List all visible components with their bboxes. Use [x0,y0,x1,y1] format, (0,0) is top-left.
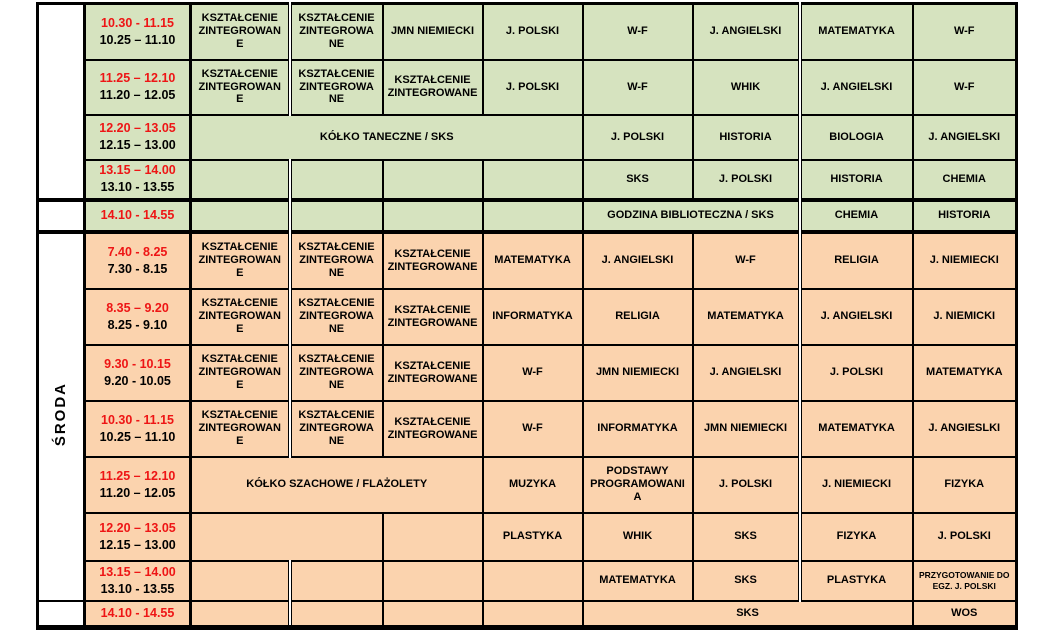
time-primary: 12.20 – 13.05 [99,520,176,535]
time-secondary: 11.20 – 12.05 [99,88,176,102]
lesson-cell: J. ANGIELSKI [693,345,800,401]
empty-cell [383,160,483,200]
lesson-cell: MATEMATYKA [483,232,583,289]
empty-cell [383,561,483,601]
lesson-cell: J. POLSKI [483,4,583,60]
empty-cell [483,160,583,200]
empty-cell [383,601,483,628]
lesson-cell: KSZTAŁCENIE ZINTEGROWANE [191,345,290,401]
time-secondary: 13.10 - 13.55 [100,581,175,596]
lesson-cell: CHEMIA [800,200,913,232]
time-cell [85,60,191,115]
time-primary: 13.15 – 14.00 [99,564,176,579]
empty-cell [290,601,383,628]
lesson-cell: J. POLSKI [913,513,1017,561]
time-primary: 11.25 – 12.10 [99,468,176,483]
empty-cell [483,200,583,232]
time-cell [85,457,191,513]
lesson-cell: W-F [483,401,583,457]
time-cell [85,232,191,289]
lesson-cell: KSZTAŁCENIE ZINTEGROWANE [383,345,483,401]
empty-cell [290,200,383,232]
lesson-cell: J. ANGIELSKI [583,232,693,289]
lesson-cell: W-F [483,345,583,401]
lesson-cell: KSZTAŁCENIE ZINTEGROWANE [290,401,383,457]
time-secondary: 9.20 - 10.05 [104,373,171,388]
lesson-cell: J. ANGIELSKI [800,289,913,345]
lesson-cell: HISTORIA [800,160,913,200]
lesson-cell: INFORMATYKA [583,401,693,457]
empty-cell [483,561,583,601]
lesson-cell: KSZTAŁCENIE ZINTEGROWANE [383,401,483,457]
time-primary: 8.35 – 9.20 [106,300,169,315]
empty-cell [483,601,583,628]
lesson-cell: J. ANGIELSKI [913,115,1017,160]
time-primary: 10.30 - 11.15 [101,412,174,427]
lesson-cell: W-F [583,4,693,60]
lesson-cell: PLASTYKA [800,561,913,601]
lesson-cell: KSZTAŁCENIE ZINTEGROWANE [191,60,290,115]
time-secondary: 10.25 – 11.10 [99,429,176,444]
time-cell [85,401,191,457]
lesson-cell: INFORMATYKA [483,289,583,345]
activity-span-cell: KÓŁKO SZACHOWE / FLAŻOLETY [191,457,483,513]
time-primary: 9.30 - 10.15 [104,356,171,371]
lesson-cell: PODSTAWY PROGRAMOWANIA [583,457,693,513]
time-cell [85,160,191,200]
lesson-cell: KSZTAŁCENIE ZINTEGROWANE [290,60,383,115]
time-primary: 14.10 - 14.55 [100,605,175,620]
previous-day-section [38,4,1017,232]
lesson-cell: W-F [693,232,800,289]
time-secondary: 7.30 - 8.15 [107,261,168,276]
lesson-cell: J. POLSKI [483,60,583,115]
activity-span-cell: SKS [583,601,913,628]
lesson-cell: PRZYGOTOWANIE DO EGZ. J. POLSKI [913,561,1017,601]
lesson-cell: SKS [693,561,800,601]
time-primary: 12.20 – 13.05 [99,121,176,136]
lesson-cell: WHIK [693,60,800,115]
empty-cell [383,200,483,232]
lesson-cell: KSZTAŁCENIE ZINTEGROWANE [290,232,383,289]
time-primary: 10.30 - 11.15 [101,15,174,30]
time-secondary: 11.20 – 12.05 [99,485,176,500]
day-cell [38,200,85,232]
lesson-cell: J. NIEMIECKI [913,232,1017,289]
empty-cell [383,513,483,561]
day-cell [38,4,85,200]
empty-cell [191,160,290,200]
lesson-cell: J. NIEMIECKI [800,457,913,513]
time-primary: 7.40 - 8.25 [107,244,168,259]
timetable [36,2,1018,630]
time-primary: 13.15 – 14.00 [99,163,176,178]
empty-cell [191,200,290,232]
lesson-cell: WHIK [583,513,693,561]
activity-span-cell: KÓŁKO TANECZNE / SKS [191,115,583,160]
time-primary: 14.10 - 14.55 [100,208,175,223]
time-cell [85,289,191,345]
time-cell [85,513,191,561]
lesson-cell: MATEMATYKA [913,345,1017,401]
time-cell [85,601,191,628]
lesson-cell: RELIGIA [583,289,693,345]
lesson-cell: J. ANGIELSKI [800,60,913,115]
time-cell [85,561,191,601]
lesson-cell: BIOLOGIA [800,115,913,160]
lesson-cell: W-F [913,60,1017,115]
lesson-cell: KSZTAŁCENIE ZINTEGROWANE [191,4,290,60]
lesson-cell: J. ANGIESLKI [913,401,1017,457]
lesson-cell: W-F [583,60,693,115]
lesson-cell: CHEMIA [913,160,1017,200]
lesson-cell: J. NIEMICKI [913,289,1017,345]
lesson-cell: SKS [583,160,693,200]
lesson-cell: J. ANGIELSKI [693,4,800,60]
day-cell [38,232,85,601]
wednesday-section [38,232,1017,628]
lesson-cell: JMN NIEMIECKI [383,4,483,60]
lesson-cell: JMN NIEMIECKI [583,345,693,401]
lesson-cell: KSZTAŁCENIE ZINTEGROWANE [191,289,290,345]
time-primary: 11.25 – 12.10 [99,71,176,86]
time-cell [85,345,191,401]
lesson-cell: HISTORIA [913,200,1017,232]
lesson-cell: PLASTYKA [483,513,583,561]
lesson-cell: KSZTAŁCENIE ZINTEGROWANE [290,4,383,60]
lesson-cell: KSZTAŁCENIE ZINTEGROWANE [383,232,483,289]
day-cell [38,601,85,628]
time-secondary: 13.10 - 13.55 [100,180,175,194]
lesson-cell: J. POLSKI [693,457,800,513]
time-cell [85,4,191,60]
lesson-cell: MATEMATYKA [800,4,913,60]
lesson-cell: HISTORIA [693,115,800,160]
lesson-cell: KSZTAŁCENIE ZINTEGROWANE [290,345,383,401]
lesson-cell: RELIGIA [800,232,913,289]
lesson-cell: J. POLSKI [583,115,693,160]
time-cell [85,115,191,160]
lesson-cell: MATEMATYKA [800,401,913,457]
lesson-cell: J. POLSKI [800,345,913,401]
lesson-cell: FIZYKA [913,457,1017,513]
empty-cell [191,601,290,628]
time-cell [85,200,191,232]
empty-cell [290,160,383,200]
lesson-cell: W-F [913,4,1017,60]
day-label: ŚRODA [52,382,70,447]
lesson-cell: KSZTAŁCENIE ZINTEGROWANE [290,289,383,345]
empty-cell [191,561,290,601]
lesson-cell: MUZYKA [483,457,583,513]
lesson-cell: KSZTAŁCENIE ZINTEGROWANE [191,232,290,289]
empty-span-cell [191,513,383,561]
lesson-cell: JMN NIEMIECKI [693,401,800,457]
empty-cell [290,561,383,601]
time-secondary: 12.15 – 13.00 [99,138,176,152]
time-secondary: 10.25 – 11.10 [99,32,176,47]
lesson-cell: MATEMATYKA [693,289,800,345]
lesson-cell: KSZTAŁCENIE ZINTEGROWANE [383,60,483,115]
lesson-cell: SKS [693,513,800,561]
lesson-cell: MATEMATYKA [583,561,693,601]
time-secondary: 12.15 – 13.00 [99,537,176,552]
lesson-cell: WOS [913,601,1017,628]
time-secondary: 8.25 - 9.10 [107,317,168,332]
activity-span-cell: GODZINA BIBLIOTECZNA / SKS [583,200,800,232]
lesson-cell: J. POLSKI [693,160,800,200]
lesson-cell: FIZYKA [800,513,913,561]
lesson-cell: KSZTAŁCENIE ZINTEGROWANE [191,401,290,457]
lesson-cell: KSZTAŁCENIE ZINTEGROWANE [383,289,483,345]
